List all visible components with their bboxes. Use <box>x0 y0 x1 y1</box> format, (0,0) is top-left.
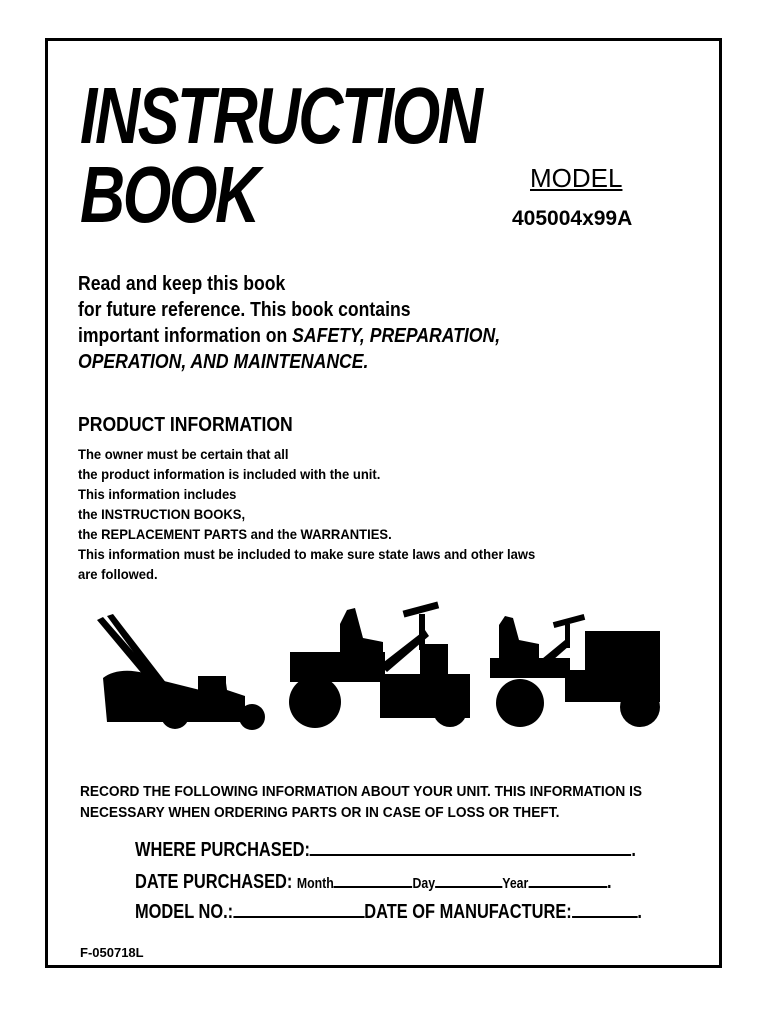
year-label: Year <box>502 875 529 892</box>
intro-line-3-text: important information on <box>78 325 293 347</box>
product-information-body <box>78 444 535 584</box>
intro-emphasis-1: SAFETY, PREPARATION, <box>292 325 501 347</box>
where-purchased-blank[interactable] <box>310 836 631 856</box>
model-label: MODEL <box>530 163 623 193</box>
product-info-line: This information must be included to make sure state laws and other laws <box>78 546 536 562</box>
record-instructions <box>80 782 642 824</box>
intro-paragraph <box>78 271 500 375</box>
product-info-line: The owner must be certain that all <box>78 446 289 462</box>
intro-line-1: Read and keep this book <box>78 273 286 295</box>
date-purchased-row <box>135 868 612 894</box>
period: . <box>631 839 636 861</box>
day-label: Day <box>412 875 436 892</box>
record-line-2: NECESSARY WHEN ORDERING PARTS OR IN CASE OF LOSS OR THEFT. <box>80 805 560 821</box>
product-info-line: the INSTRUCTION BOOKS, <box>78 506 246 522</box>
product-information-heading: PRODUCT INFORMATION <box>78 414 293 436</box>
intro-line-3 <box>78 323 500 349</box>
product-info-line: are followed. <box>78 566 158 582</box>
product-info-line: the REPLACEMENT PARTS and the WARRANTIES. <box>78 526 392 542</box>
form-code: F-050718L <box>80 945 144 960</box>
day-blank[interactable] <box>435 868 502 888</box>
intro-line-2: for future reference. This book contains <box>78 299 411 321</box>
period: . <box>607 871 612 893</box>
lawn-tractor-silhouette-icon <box>490 614 660 727</box>
period: . <box>637 901 642 923</box>
where-purchased-row <box>135 836 636 862</box>
push-mower-silhouette-icon <box>97 614 265 730</box>
where-purchased-label: WHERE PURCHASED: <box>135 839 310 861</box>
date-of-manufacture-blank[interactable] <box>572 898 638 918</box>
model-no-blank[interactable] <box>233 898 364 918</box>
title-line-2: BOOK <box>80 150 258 239</box>
record-line-1: RECORD THE FOLLOWING INFORMATION ABOUT YOUR UNIT. THIS INFORMATION IS <box>80 784 643 800</box>
month-label: Month <box>296 875 334 892</box>
riding-mower-silhouette-icon <box>289 601 470 728</box>
model-number: 405004x99A <box>512 207 633 230</box>
intro-line-4 <box>78 349 500 375</box>
month-blank[interactable] <box>334 868 413 888</box>
equipment-silhouettes <box>95 600 665 740</box>
product-info-line: the product information is included with the unit. <box>78 466 381 482</box>
product-info-line: This information includes <box>78 486 237 502</box>
date-purchased-label: DATE PURCHASED: <box>135 871 293 893</box>
year-blank[interactable] <box>528 868 607 888</box>
title-line-1: INSTRUCTION <box>80 71 481 160</box>
model-no-label: MODEL NO.: <box>135 901 234 923</box>
date-of-manufacture-label: DATE OF MANUFACTURE: <box>364 901 572 923</box>
model-no-row <box>135 898 642 924</box>
intro-emphasis-2: OPERATION, AND MAINTENANCE. <box>78 351 369 373</box>
